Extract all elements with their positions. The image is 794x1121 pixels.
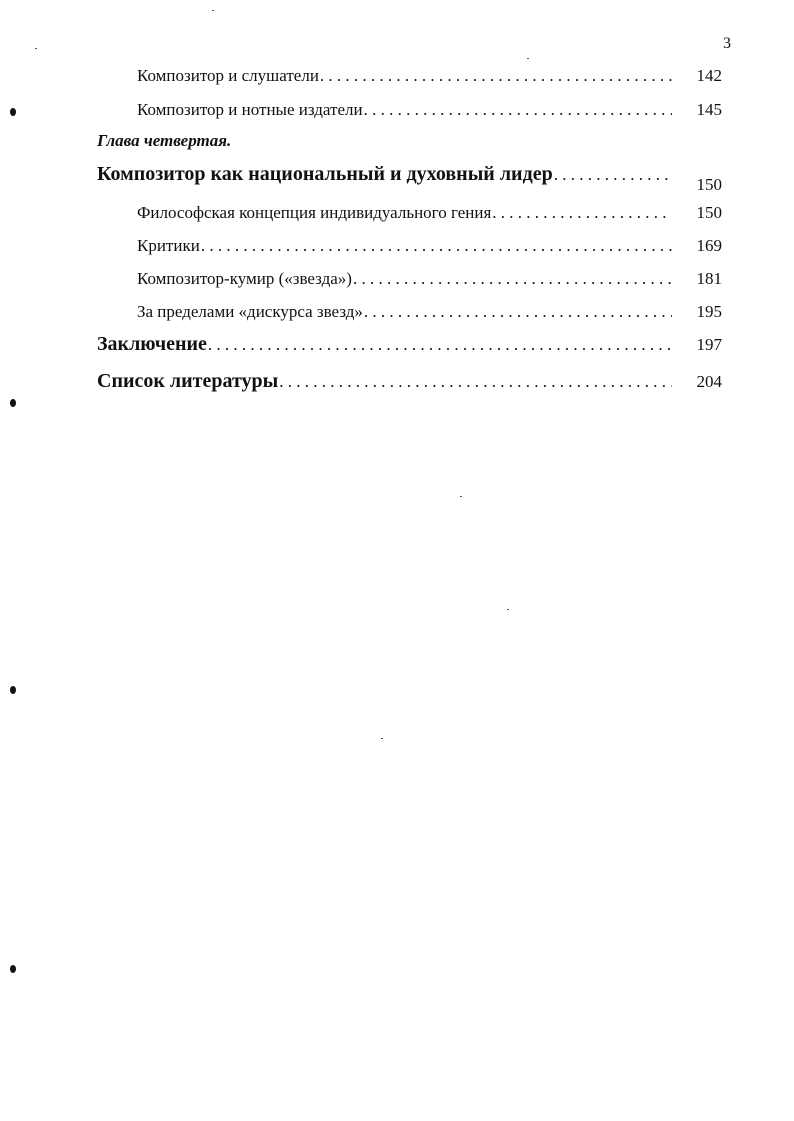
punch-mark (10, 686, 16, 694)
toc-entry-page: 145 (696, 100, 722, 119)
page-number: 3 (723, 35, 731, 52)
toc-entry-title: Философская концепция индивидуального гения (137, 203, 492, 222)
chapter-label: Глава четвертая. (97, 131, 232, 150)
toc-entry-philosophical-concept[interactable] (137, 203, 672, 223)
scan-speck (212, 10, 214, 11)
scan-speck (35, 48, 37, 49)
dot-leader (364, 302, 672, 322)
toc-entry-title: За пределами «дискурса звезд» (137, 302, 363, 321)
toc-entry-title: Критики (137, 236, 200, 255)
toc-entry-page: 142 (696, 66, 722, 85)
toc-entry-composer-and-listeners[interactable] (137, 66, 672, 86)
toc-entry-page: 150 (696, 203, 722, 222)
toc-entry-composer-and-publishers[interactable] (137, 100, 672, 120)
toc-entry-page: 169 (696, 236, 722, 255)
punch-mark (10, 965, 16, 973)
toc-entry-composer-as-leader[interactable] (97, 163, 672, 186)
dot-leader (208, 335, 672, 355)
toc-entry-title: Заключение (97, 333, 207, 355)
toc-entry-critics[interactable] (137, 236, 672, 256)
dot-leader (364, 100, 672, 120)
toc-entry-title: Композитор и слушатели (137, 66, 319, 85)
toc-entry-composer-idol[interactable] (137, 269, 672, 289)
toc-entry-page: 204 (696, 372, 722, 391)
toc-entry-conclusion[interactable] (97, 333, 672, 356)
toc-entry-page: 181 (696, 269, 722, 288)
toc-entry-page: 197 (696, 335, 722, 354)
dot-leader (554, 165, 672, 185)
toc-entry-page: 195 (696, 302, 722, 321)
dot-leader (353, 269, 672, 289)
toc-entry-title: Список литературы (97, 370, 279, 392)
toc-entry-title: Композитор как национальный и духовный лидер (97, 163, 553, 185)
scan-speck (507, 609, 509, 610)
punch-mark (10, 108, 16, 116)
dot-leader (320, 66, 672, 86)
scan-speck (460, 496, 462, 497)
toc-entry-bibliography[interactable] (97, 370, 672, 393)
toc-entry-page: 150 (696, 175, 722, 194)
punch-mark (10, 399, 16, 407)
dot-leader (492, 203, 672, 223)
toc-entry-title: Композитор-кумир («звезда») (137, 269, 352, 288)
dot-leader (279, 372, 672, 392)
toc-entry-beyond-star-discourse[interactable] (137, 302, 672, 322)
scan-speck (381, 738, 383, 739)
scan-speck (527, 58, 529, 59)
toc-entry-title: Композитор и нотные издатели (137, 100, 363, 119)
dot-leader (201, 236, 672, 256)
